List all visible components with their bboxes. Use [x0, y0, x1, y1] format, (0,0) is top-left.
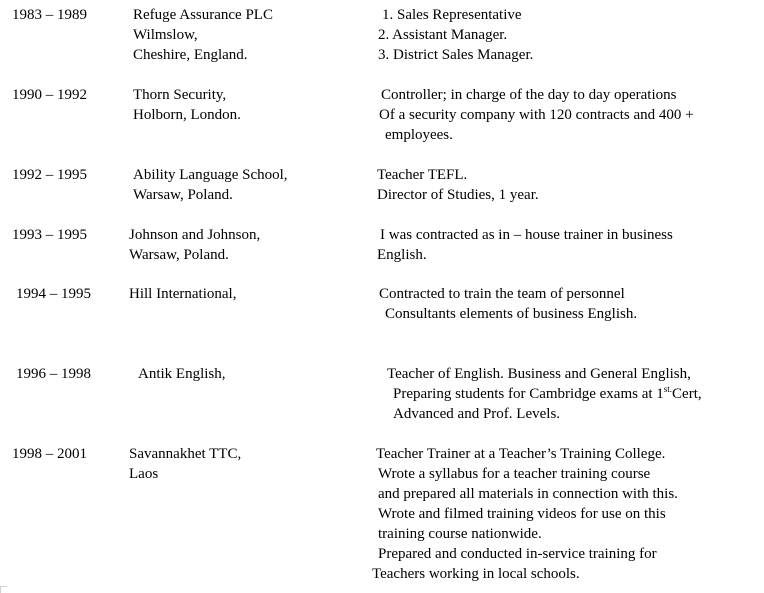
entry-role	[377, 225, 673, 265]
entry-organization	[133, 165, 288, 205]
entry-organization	[129, 444, 241, 484]
org-line: Johnson and Johnson,	[129, 227, 261, 243]
entry-dates	[12, 165, 87, 185]
entry-dates	[16, 284, 91, 304]
dates-text: 1998 – 2001	[12, 446, 87, 462]
role-line: 1. Sales Representative	[382, 7, 522, 23]
role-line: 3. District Sales Manager.	[378, 47, 534, 63]
entry-organization	[129, 284, 236, 304]
entry-organization	[138, 364, 226, 384]
dates-text: 1993 – 1995	[12, 227, 87, 243]
dates-text: 1996 – 1998	[16, 366, 91, 382]
org-line: Laos	[129, 466, 159, 482]
role-line: Teacher Trainer at a Teacher’s Training College.	[376, 446, 666, 462]
role-line: Consultants elements of business English.	[385, 306, 638, 322]
org-line: Hill International,	[129, 286, 237, 302]
role-line: 2. Assistant Manager.	[378, 27, 508, 43]
org-line: Savannakhet TTC,	[129, 446, 242, 462]
role-line: Contracted to train the team of personnel	[379, 286, 625, 302]
org-line: Warsaw, Poland.	[129, 247, 229, 263]
entry-dates	[12, 225, 87, 245]
org-line: Cheshire, England.	[133, 47, 248, 63]
role-line: Wrote a syllabus for a teacher training course	[378, 466, 651, 482]
role-text-tail: Cert,	[672, 386, 702, 402]
role-line: Teacher TEFL.	[377, 167, 468, 183]
role-line: Of a security company with 120 contracts and 400 +	[379, 107, 694, 123]
role-line: training course nationwide.	[378, 526, 542, 542]
org-line: Antik English,	[138, 366, 226, 382]
entry-organization	[129, 225, 260, 265]
role-line: English.	[377, 247, 427, 263]
dates-text: 1992 – 1995	[12, 167, 87, 183]
entry-dates	[12, 444, 87, 464]
role-text: Preparing students for Cambridge exams at 1	[393, 386, 664, 402]
entry-role	[387, 364, 702, 424]
role-line: Advanced and Prof. Levels.	[393, 406, 561, 422]
dates-text: 1983 – 1989	[12, 7, 87, 23]
role-line: Teacher of English. Business and General English,	[387, 366, 691, 382]
role-line: Director of Studies, 1 year.	[377, 187, 539, 203]
org-line: Wilmslow,	[133, 27, 198, 43]
dates-text: 1990 – 1992	[12, 87, 87, 103]
entry-role	[379, 85, 694, 145]
entry-role	[378, 5, 533, 65]
entry-dates	[12, 5, 87, 25]
org-line: Thorn Security,	[133, 87, 227, 103]
entry-dates	[16, 364, 91, 384]
role-line: Wrote and filmed training videos for use on this	[378, 506, 666, 522]
role-line: and prepared all materials in connection with this.	[378, 486, 678, 502]
entry-role	[377, 165, 539, 205]
entry-role	[372, 444, 678, 584]
entry-organization	[133, 85, 241, 125]
role-line	[387, 384, 702, 404]
role-line: Prepared and conducted in-service training for	[378, 546, 657, 562]
role-line: employees.	[385, 127, 453, 143]
org-line: Refuge Assurance PLC	[133, 7, 273, 23]
entry-role	[379, 284, 637, 324]
role-line: Teachers working in local schools.	[372, 566, 580, 582]
role-line: Controller; in charge of the day to day operations	[381, 87, 677, 103]
org-line: Warsaw, Poland.	[133, 187, 233, 203]
entry-organization	[133, 5, 273, 65]
org-line: Holborn, London.	[133, 107, 241, 123]
role-line: I was contracted as in – house trainer in business	[380, 227, 673, 243]
ordinal-superscript: st.	[663, 384, 673, 394]
dates-text: 1994 – 1995	[16, 286, 91, 302]
entry-dates	[12, 85, 87, 105]
org-line: Ability Language School,	[133, 167, 288, 183]
